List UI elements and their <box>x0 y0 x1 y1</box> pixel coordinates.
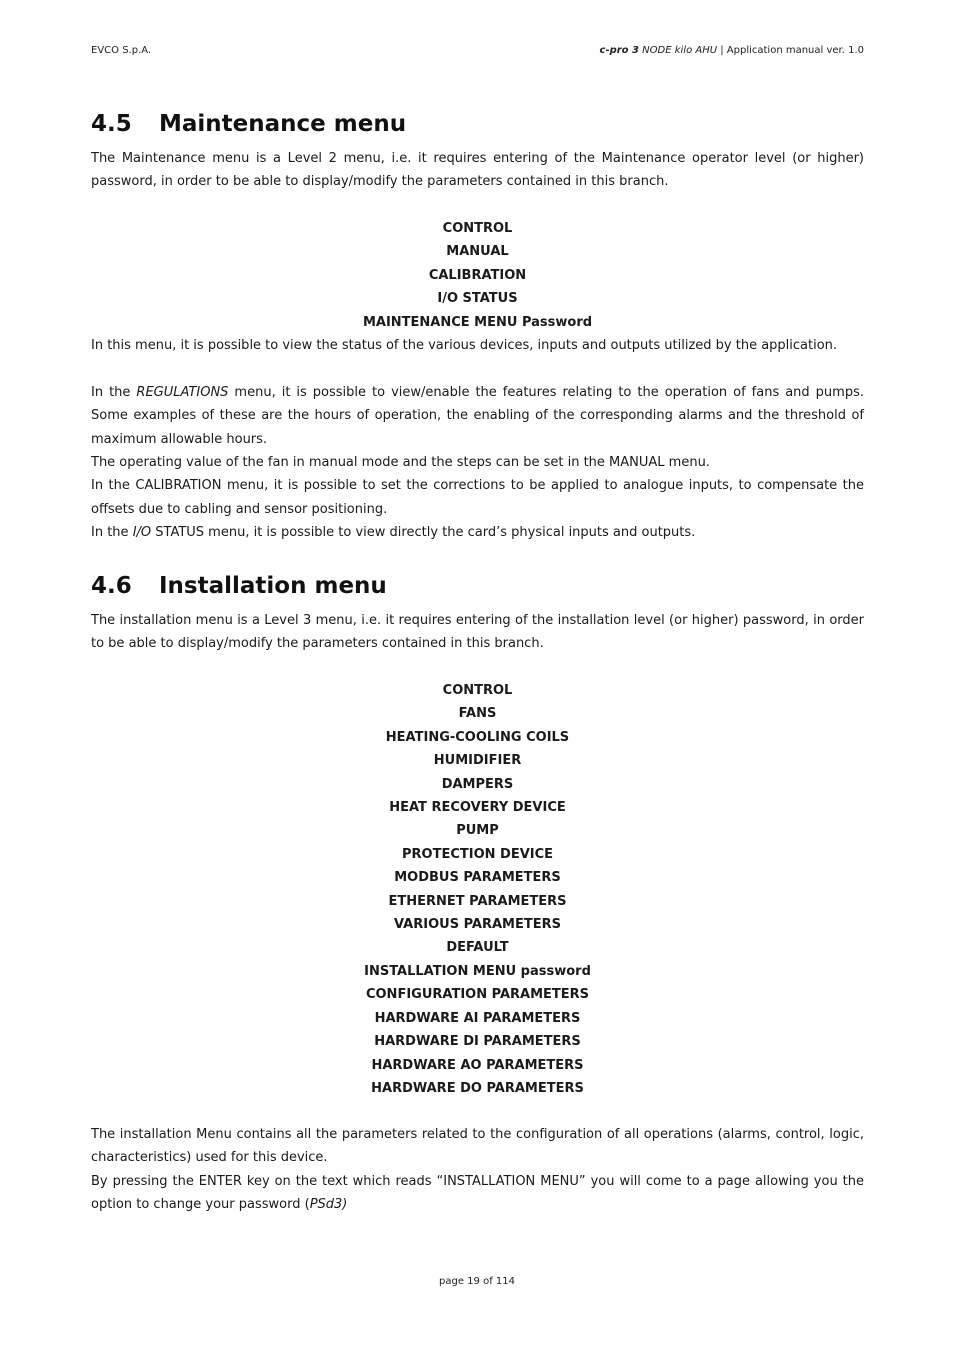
menu-item: FANS <box>458 706 497 722</box>
text-run-italic: REGULATIONS <box>136 384 229 400</box>
menu-item: INSTALLATION MENU password <box>364 963 591 979</box>
text-run: In the <box>91 525 133 541</box>
maintenance-para-3: The operating value of the fan in manual mode and the steps can be set in the MANUAL menu. <box>91 455 710 471</box>
menu-item: PROTECTION DEVICE <box>401 846 554 862</box>
header-document-title <box>600 45 864 56</box>
text-run: By pressing the ENTER key on the text which reads “INSTALLATION MENU” you will come to a page allowing you the option to change your password ( <box>91 1173 864 1213</box>
section-number: 4.5 <box>91 111 132 137</box>
menu-item: MANUAL <box>446 244 509 260</box>
menu-item: HARDWARE DI PARAMETERS <box>374 1034 581 1050</box>
installation-menu-list <box>91 679 864 1100</box>
page-number: page 19 of 114 <box>439 1276 515 1287</box>
maintenance-intro-block <box>91 147 864 194</box>
text-run-italic: PSd3) <box>309 1197 348 1213</box>
maintenance-para-5 <box>91 521 864 544</box>
menu-item: DEFAULT <box>446 940 509 956</box>
maintenance-menu-list <box>91 217 864 334</box>
menu-item: CONTROL <box>442 221 513 236</box>
text-run-italic: I/O <box>132 525 152 541</box>
header-manual-version: | Application manual ver. 1.0 <box>717 45 864 56</box>
text-run: In the <box>91 384 137 400</box>
menu-item: HUMIDIFIER <box>433 753 522 769</box>
menu-item: MAINTENANCE MENU Password <box>362 314 593 330</box>
menu-item: ETHERNET PARAMETERS <box>388 893 567 909</box>
menu-item: HARDWARE AI PARAMETERS <box>374 1010 581 1026</box>
section-title: Installation menu <box>159 573 387 599</box>
text-run: STATUS menu, it is possible to view directly the card’s physical inputs and outputs. <box>151 525 696 541</box>
header-product-variant: NODE kilo AHU <box>639 45 718 56</box>
menu-item: CALIBRATION <box>428 267 527 283</box>
menu-item: MODBUS PARAMETERS <box>394 870 561 886</box>
menu-item: I/O STATUS <box>437 291 518 307</box>
section-installation-menu <box>91 573 864 599</box>
maintenance-para-2 <box>91 381 864 451</box>
section-heading <box>91 111 864 137</box>
menu-item: HARDWARE AO PARAMETERS <box>371 1057 584 1073</box>
menu-item: DAMPERS <box>441 776 514 792</box>
text-run: menu, it is possible to view/enable the features relating to the operation of fans and pumps. Some examples of these are the hours of operation, the enabling of the corresponding alarms and the threshold of maximum allowable hours. <box>91 384 864 447</box>
maintenance-para-1: In this menu, it is possible to view the status of the various devices, inputs and outputs utilized by the application. <box>91 338 838 353</box>
menu-item: HARDWARE DO PARAMETERS <box>371 1080 584 1096</box>
section-number: 4.6 <box>91 573 132 599</box>
installation-para-1: The installation Menu contains all the parameters related to the configuration of all operations (alarms, control, logic, characteristics) used for this device. <box>91 1127 864 1166</box>
menu-item: CONTROL <box>442 683 513 698</box>
installation-intro-block <box>91 609 864 656</box>
menu-item: CONFIGURATION PARAMETERS <box>365 987 590 1003</box>
menu-item: VARIOUS PARAMETERS <box>394 917 561 933</box>
section-title: Maintenance menu <box>159 111 407 137</box>
menu-item: HEATING-COOLING COILS <box>385 729 570 745</box>
maintenance-intro: The Maintenance menu is a Level 2 menu, i.e. it requires entering of the Maintenance operator level (or higher) password, in order to be able to display/modify the parameters contained in this branch. <box>91 151 864 190</box>
installation-body <box>91 1123 864 1217</box>
maintenance-body <box>91 334 864 545</box>
installation-intro: The installation menu is a Level 3 menu, i.e. it requires entering of the installation level (or higher) password, in order to be able to display/modify the parameters contained in this branch. <box>91 613 864 652</box>
maintenance-para-4: In the CALIBRATION menu, it is possible to set the corrections to be applied to analogue inputs, to compensate the offsets due to cabling and sensor positioning. <box>91 478 864 517</box>
installation-para-2 <box>91 1170 864 1217</box>
header-product-name: c-pro 3 <box>599 45 639 56</box>
header-company: EVCO S.p.A. <box>91 45 152 56</box>
section-heading <box>91 573 864 599</box>
menu-item: HEAT RECOVERY DEVICE <box>389 800 566 816</box>
section-maintenance-menu <box>91 111 864 137</box>
blank-line <box>91 357 864 380</box>
menu-item: PUMP <box>456 823 499 839</box>
